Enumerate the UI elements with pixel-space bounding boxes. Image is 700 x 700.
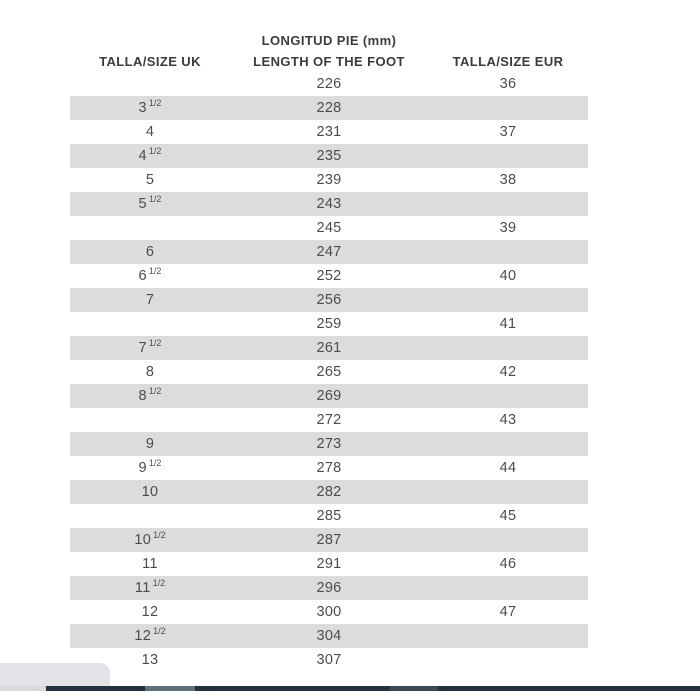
- foot-length-cell: 265: [316, 364, 342, 380]
- foot-length-cell: 273: [230, 432, 428, 456]
- eur-size-cell: [428, 576, 588, 600]
- eur-size-cell: [428, 648, 588, 672]
- table-row: [70, 168, 588, 192]
- uk-size-cell: 9 $^{1/2}$: [138, 458, 162, 476]
- scrollbar-thumb[interactable]: [145, 686, 195, 691]
- uk-size-cell: [70, 408, 230, 432]
- uk-size-cell: 6 $^{1/2}$: [138, 266, 162, 284]
- table-row: [70, 528, 588, 552]
- table-row: [70, 552, 588, 576]
- half-fraction: 1/2: [148, 338, 162, 349]
- table-row: [70, 216, 588, 240]
- half-fraction: 1/2: [148, 98, 162, 109]
- table-row: [70, 480, 588, 504]
- foot-length-cell: 291: [316, 556, 342, 572]
- header-size-eur: TALLA/SIZE EUR: [452, 53, 564, 69]
- table-row: [70, 648, 588, 672]
- table-row: [70, 456, 588, 480]
- eur-size-cell: [428, 96, 588, 120]
- uk-size-cell: 7: [70, 288, 230, 312]
- foot-length-cell: 307: [316, 652, 342, 668]
- uk-size-cell: 9: [70, 432, 230, 456]
- foot-length-cell: 269: [230, 384, 428, 408]
- uk-size-cell: 3 $^{1/2}$: [70, 96, 230, 120]
- header-spacer: [70, 30, 230, 50]
- table-header: [70, 30, 588, 72]
- foot-length-cell: 239: [316, 172, 342, 188]
- half-fraction: 1/2: [148, 146, 162, 157]
- foot-length-cell: 259: [316, 316, 342, 332]
- table-row: [70, 144, 588, 168]
- foot-length-cell: 245: [316, 220, 342, 236]
- uk-size-cell: [70, 312, 230, 336]
- table-row: [70, 360, 588, 384]
- header-longitud-pie: LONGITUD PIE (mm): [261, 32, 397, 48]
- foot-length-cell: 272: [316, 412, 342, 428]
- table-row: [70, 576, 588, 600]
- eur-size-cell: [428, 432, 588, 456]
- uk-size-cell: 5 $^{1/2}$: [70, 192, 230, 216]
- uk-size-cell: 10 $^{1/2}$: [70, 528, 230, 552]
- table-row: [70, 240, 588, 264]
- half-fraction: 1/2: [148, 266, 162, 277]
- size-table-body: [70, 72, 588, 672]
- foot-length-cell: 261: [230, 336, 428, 360]
- table-row: [70, 504, 588, 528]
- widget-tab[interactable]: [0, 663, 110, 686]
- table-row: [70, 288, 588, 312]
- foot-length-cell: 247: [230, 240, 428, 264]
- table-row: [70, 624, 588, 648]
- uk-size-cell: 4: [145, 124, 155, 140]
- header-length-foot: LENGTH OF THE FOOT: [253, 53, 405, 69]
- table-row: [70, 72, 588, 96]
- eur-size-cell: 45: [499, 508, 517, 524]
- eur-size-cell: 42: [499, 364, 517, 380]
- eur-size-cell: [428, 336, 588, 360]
- eur-size-cell: 38: [499, 172, 517, 188]
- uk-size-cell: 12: [141, 604, 159, 620]
- foot-length-cell: 252: [316, 268, 342, 284]
- foot-length-cell: 256: [230, 288, 428, 312]
- eur-size-cell: 36: [499, 76, 517, 92]
- uk-size-cell: 11 $^{1/2}$: [70, 576, 230, 600]
- foot-length-cell: 228: [230, 96, 428, 120]
- eur-size-cell: [428, 480, 588, 504]
- half-fraction: 1/2: [148, 458, 162, 469]
- header-spacer: [428, 30, 588, 50]
- eur-size-cell: [428, 288, 588, 312]
- eur-size-cell: [428, 528, 588, 552]
- table-row: [70, 384, 588, 408]
- uk-size-cell: 8 $^{1/2}$: [70, 384, 230, 408]
- size-table: [70, 30, 588, 672]
- uk-size-cell: 6: [70, 240, 230, 264]
- header-row-main: [70, 50, 588, 72]
- foot-length-cell: 231: [316, 124, 342, 140]
- foot-length-cell: 235: [230, 144, 428, 168]
- scrollbar-track-left: [0, 686, 46, 691]
- table-row: [70, 192, 588, 216]
- scrollbar-segment: [390, 686, 438, 691]
- table-row: [70, 336, 588, 360]
- foot-length-cell: 278: [316, 460, 342, 476]
- foot-length-cell: 226: [316, 76, 342, 92]
- table-row: [70, 120, 588, 144]
- uk-size-cell: 4 $^{1/2}$: [70, 144, 230, 168]
- eur-size-cell: 41: [499, 316, 517, 332]
- eur-size-cell: [428, 624, 588, 648]
- foot-length-cell: 243: [230, 192, 428, 216]
- horizontal-scrollbar[interactable]: [0, 686, 700, 691]
- foot-length-cell: 300: [316, 604, 342, 620]
- uk-size-cell: [70, 504, 230, 528]
- eur-size-cell: 40: [499, 268, 517, 284]
- table-row: [70, 96, 588, 120]
- eur-size-cell: [428, 384, 588, 408]
- half-fraction: 1/2: [148, 386, 162, 397]
- eur-size-cell: 43: [499, 412, 517, 428]
- uk-size-cell: 12 $^{1/2}$: [70, 624, 230, 648]
- half-fraction: 1/2: [153, 626, 166, 637]
- foot-length-cell: 304: [230, 624, 428, 648]
- eur-size-cell: 46: [499, 556, 517, 572]
- half-fraction: 1/2: [153, 530, 166, 541]
- half-fraction: 1/2: [152, 578, 166, 589]
- uk-size-cell: [70, 216, 230, 240]
- half-fraction: 1/2: [148, 194, 162, 205]
- table-row: [70, 264, 588, 288]
- uk-size-cell: 5: [145, 172, 155, 188]
- table-row: [70, 408, 588, 432]
- uk-size-cell: 8: [145, 364, 155, 380]
- eur-size-cell: 47: [499, 604, 517, 620]
- eur-size-cell: [428, 240, 588, 264]
- table-row: [70, 312, 588, 336]
- eur-size-cell: 44: [499, 460, 517, 476]
- eur-size-cell: 37: [499, 124, 517, 140]
- uk-size-cell: 7 $^{1/2}$: [70, 336, 230, 360]
- foot-length-cell: 285: [316, 508, 342, 524]
- foot-length-cell: 287: [230, 528, 428, 552]
- table-row: [70, 432, 588, 456]
- uk-size-cell: 13: [141, 652, 159, 668]
- foot-length-cell: 296: [230, 576, 428, 600]
- header-size-uk: TALLA/SIZE UK: [99, 53, 201, 69]
- uk-size-cell: 10: [70, 480, 230, 504]
- header-row-top: [70, 30, 588, 50]
- foot-length-cell: 282: [230, 480, 428, 504]
- uk-size-cell: [70, 72, 230, 96]
- eur-size-cell: [428, 192, 588, 216]
- uk-size-cell: 11: [142, 556, 158, 572]
- table-row: [70, 600, 588, 624]
- eur-size-cell: 39: [499, 220, 517, 236]
- eur-size-cell: [428, 144, 588, 168]
